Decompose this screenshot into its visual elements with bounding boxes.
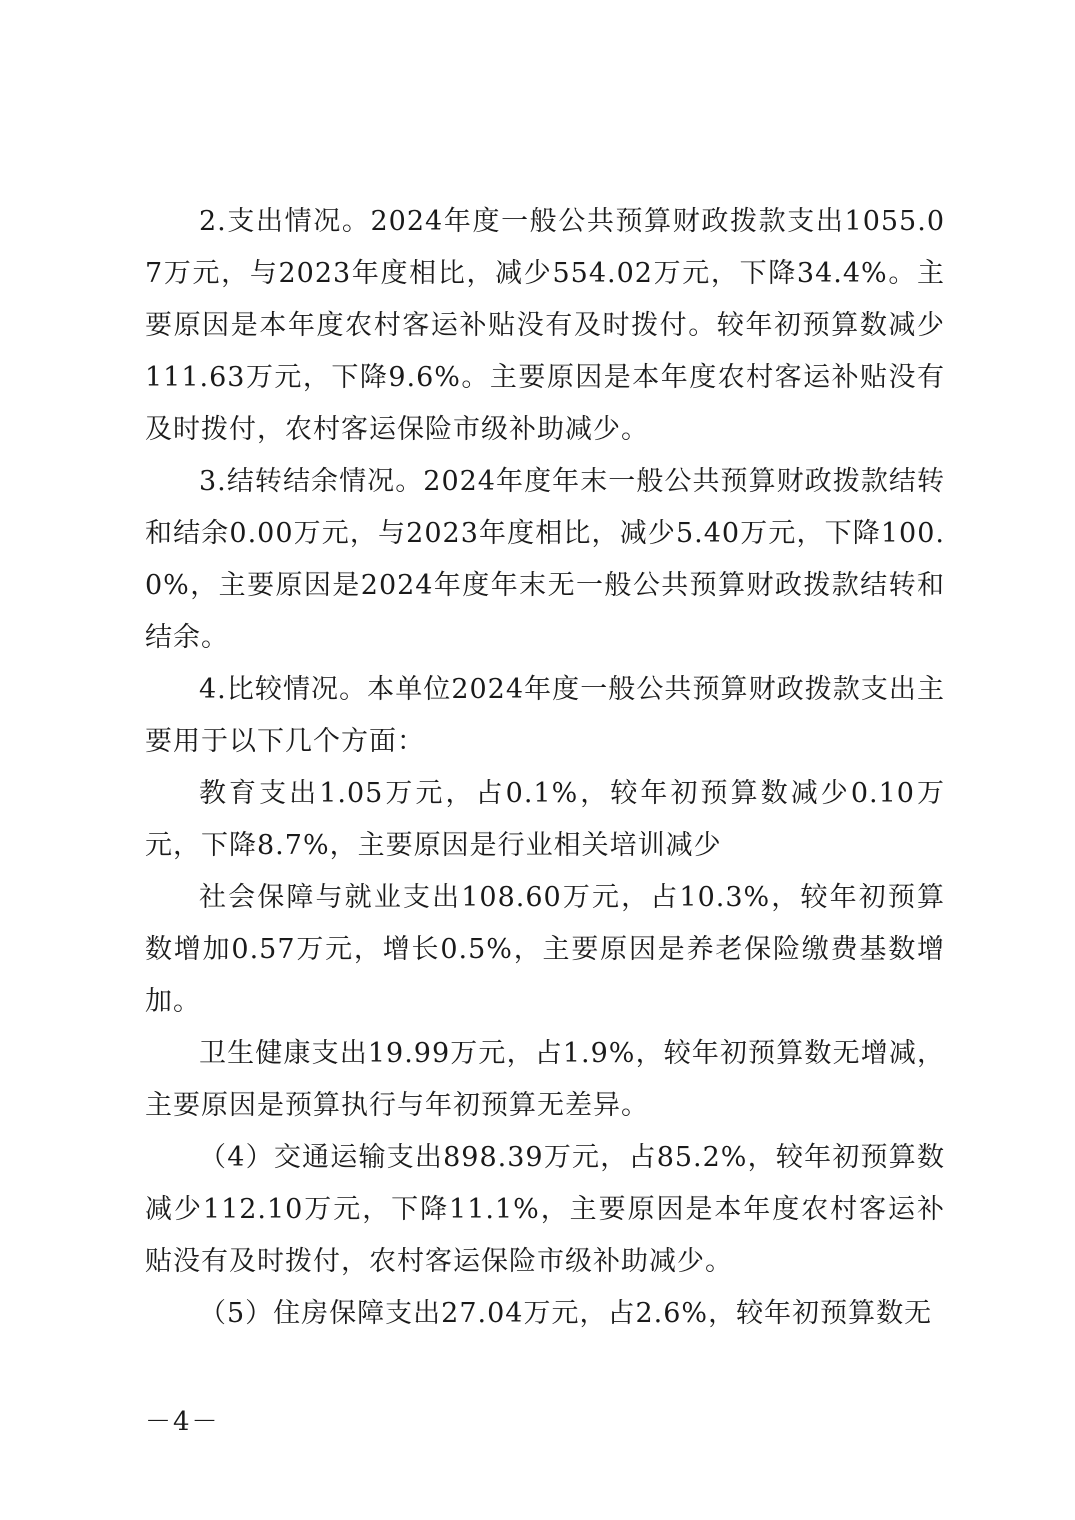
paragraph-social-security: 社会保障与就业支出108.60万元，占10.3%，较年初预算数增加0.57万元，增长0.5%，主要原因是养老保险缴费基数增加。	[145, 882, 945, 1017]
paragraph-health: 卫生健康支出19.99万元，占1.9%，较年初预算数无增减，主要原因是预算执行与年初预算无差异。	[145, 1038, 945, 1121]
body-text	[145, 196, 945, 1340]
paragraph-expenditure: 2.支出情况。2024年度一般公共预算财政拨款支出1055.07万元，与2023年度相比，减少554.02万元，下降34.4%。主要原因是本年度农村客运补贴没有及时拨付。较年初预算数减少111.63万元，下降9.6%。主要原因是本年度农村客运补贴没有及时拨付，农村客运保险市级补助减少。	[145, 206, 945, 445]
paragraph-transport: （4）交通运输支出898.39万元，占85.2%，较年初预算数减少112.10万元，下降11.1%，主要原因是本年度农村客运补贴没有及时拨付，农村客运保险市级补助减少。	[145, 1142, 945, 1277]
paragraph-comparison: 4.比较情况。本单位2024年度一般公共预算财政拨款支出主要用于以下几个方面：	[145, 674, 945, 757]
paragraph-education: 教育支出1.05万元，占0.1%，较年初预算数减少0.10万元，下降8.7%，主要原因是行业相关培训减少	[145, 778, 945, 861]
page-number: －4－	[145, 1407, 220, 1437]
paragraph-housing: （5）住房保障支出27.04万元，占2.6%，较年初预算数无	[199, 1298, 933, 1329]
paragraph-carryover: 3.结转结余情况。2024年度年末一般公共预算财政拨款结转和结余0.00万元，与2023年度相比，减少5.40万元，下降100.0%，主要原因是2024年度年末无一般公共预算财政拨款结转和结余。	[145, 466, 945, 653]
